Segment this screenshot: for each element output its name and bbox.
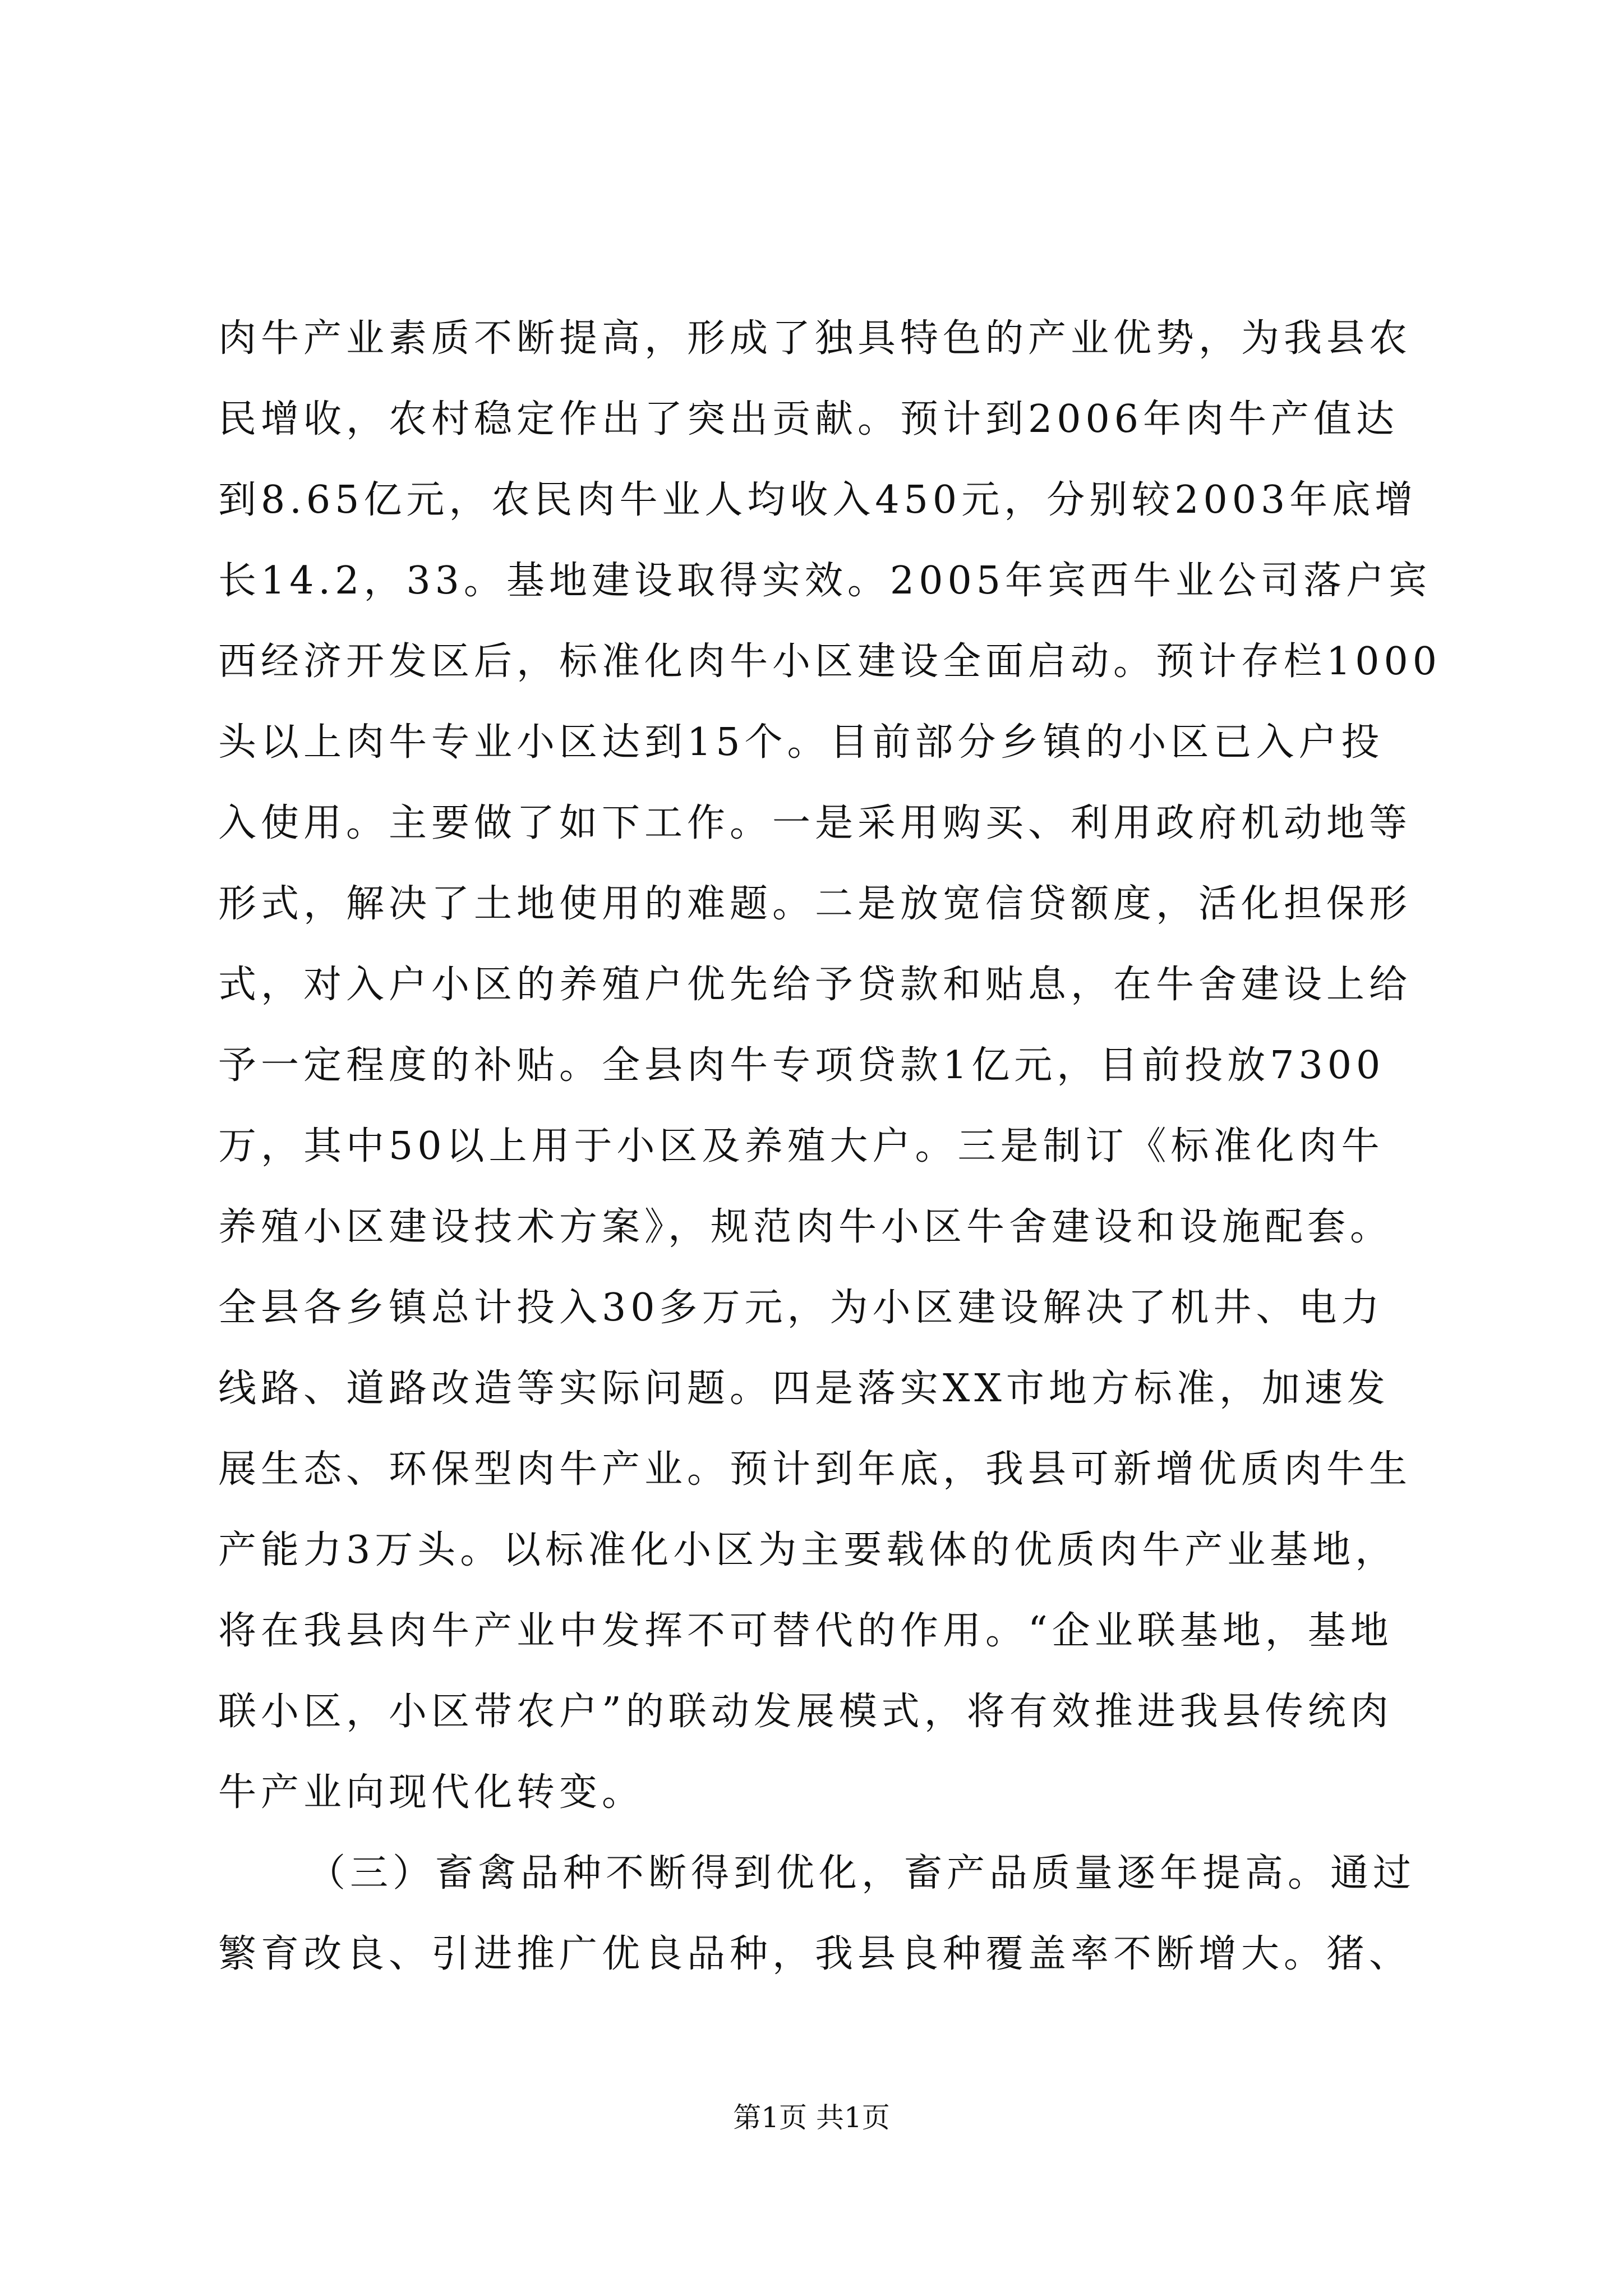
text-line: 民增收，农村稳定作出了突出贡献。预计到2006年肉牛产值达	[218, 397, 1399, 441]
text-line: 繁育改良、引进推广优良品种，我县良种覆盖率不断增大。猪、	[218, 1932, 1412, 1976]
text-line: 养殖小区建设技术方案》，规范肉牛小区牛舍建设和设施配套。	[218, 1205, 1393, 1249]
text-line: 西经济开发区后，标准化肉牛小区建设全面启动。预计存栏1000	[218, 639, 1442, 684]
text-line: 牛产业向现代化转变。	[218, 1770, 645, 1815]
text-line: 肉牛产业素质不断提高，形成了独具特色的产业优势，为我县农	[218, 316, 1412, 361]
text-line: 将在我县肉牛产业中发挥不可替代的作用。“企业联基地，基地	[218, 1609, 1393, 1653]
text-line: 线路、道路改造等实际问题。四是落实XX市地方标准，加速发	[218, 1366, 1390, 1411]
text-line: 到8.65亿元，农民肉牛业人均收入450元，分别较2003年底增	[218, 478, 1418, 522]
page-number-footer: 第1页 共1页	[733, 2101, 890, 2134]
text-line: 联小区，小区带农户”的联动发展模式，将有效推进我县传统肉	[218, 1690, 1393, 1734]
text-line: 万，其中50以上用于小区及养殖大户。三是制订《标准化肉牛	[218, 1124, 1384, 1168]
text-line: 长14.2，33。基地建设取得实效。2005年宾西牛业公司落户宾	[218, 559, 1431, 603]
text-line: 入使用。主要做了如下工作。一是采用购买、利用政府机动地等	[218, 801, 1412, 845]
text-line: 予一定程度的补贴。全县肉牛专项贷款1亿元，目前投放7300	[218, 1043, 1385, 1088]
text-line: 产能力3万头。以标准化小区为主要载体的优质肉牛产业基地，	[218, 1528, 1398, 1572]
text-line: 全县各乡镇总计投入30多万元，为小区建设解决了机井、电力	[218, 1286, 1384, 1330]
text-line: 形式，解决了土地使用的难题。二是放宽信贷额度，活化担保形	[218, 882, 1412, 926]
section-heading-line: （三）畜禽品种不断得到优化，畜产品质量逐年提高。通过	[307, 1851, 1416, 1895]
text-line: 式，对入户小区的养殖户优先给予贷款和贴息，在牛舍建设上给	[218, 963, 1412, 1007]
text-line: 头以上肉牛专业小区达到15个。目前部分乡镇的小区已入户投	[218, 720, 1384, 765]
text-line: 展生态、环保型肉牛产业。预计到年底，我县可新增优质肉牛生	[218, 1447, 1412, 1492]
